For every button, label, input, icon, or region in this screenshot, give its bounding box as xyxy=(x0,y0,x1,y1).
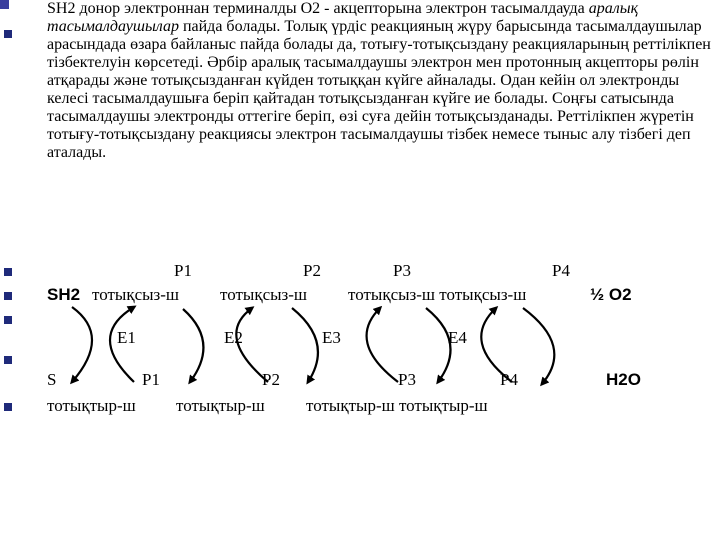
bottom-p2-label: Р2 xyxy=(262,370,280,389)
bottom-p1-label: Р1 xyxy=(142,370,160,389)
enzyme-e2-label: Е2 xyxy=(224,328,243,347)
enzyme-e1-label: Е1 xyxy=(117,328,136,347)
enzyme-e3-label: Е3 xyxy=(322,328,341,347)
reduced-label-34: тотықсыз-ш тотықсыз-ш xyxy=(348,285,527,304)
enzyme-e4-label: Е4 xyxy=(448,328,467,347)
h2o-label: Н2О xyxy=(606,370,641,389)
arrow-1-down xyxy=(72,307,92,382)
oxidized-label-2: тотықтыр-ш xyxy=(176,396,265,415)
paragraph-text-2: пайда болады. Толық үрдіс реакцияның жүру барысында тасымалдаушылар арасындада өзара байланыс пайда болады да, тотығу-тотықсыздану реакцияларының реттілікпен тізбектелуін көрсетеді. Әрбір аралық тасымалдаушы электрон мен протонның акцепторы рөлін атқарады және тотықсызданған күйден тотыққан күйге айналады. Одан кейін ол электронды келесі тасымалдаушыға беріп қайтадан тотықсызданған күйге ие болады. Соңғы сатысында тасымалдаушы электронды оттегіге беріп, өзі суға дейін тотықсызданады. Реттілікпен жүретін тотығу-тотықсыздану реакциясы электрон тасымалдаушы тізбек немесе тыныс алу тізбегі деп аталады. xyxy=(47,18,711,161)
top-p3-label: Р3 xyxy=(393,261,411,280)
oxidized-label-34: тотықтыр-ш тотықтыр-ш xyxy=(306,396,488,415)
arrow-3-up xyxy=(367,308,398,382)
paragraph-italic-term: аралық тасымалдаушылар xyxy=(47,0,639,35)
half-o2-label: ½ О2 xyxy=(590,285,632,304)
oxidized-label-1: тотықтыр-ш xyxy=(47,396,136,415)
paragraph-text-1: SH2 донор электроннан терминалды О2 - акцепторына электрон тасымалдауда xyxy=(47,0,589,17)
arrow-4-down xyxy=(426,308,451,382)
reduced-label-1: тотықсыз-ш xyxy=(92,285,180,304)
top-p2-label: Р2 xyxy=(303,261,321,280)
arrow-3-down xyxy=(292,308,318,382)
top-p4-label: Р4 xyxy=(552,261,570,280)
bottom-p3-label: Р3 xyxy=(398,370,416,389)
reduced-label-2: тотықсыз-ш xyxy=(220,285,308,304)
sh2-label: SH2 xyxy=(47,285,81,304)
s-label: S xyxy=(47,370,57,389)
top-p1-label: Р1 xyxy=(174,261,192,280)
bottom-p4-label: Р4 xyxy=(500,370,518,389)
arrow-2-down xyxy=(183,309,203,382)
arrow-5-down xyxy=(523,308,554,384)
